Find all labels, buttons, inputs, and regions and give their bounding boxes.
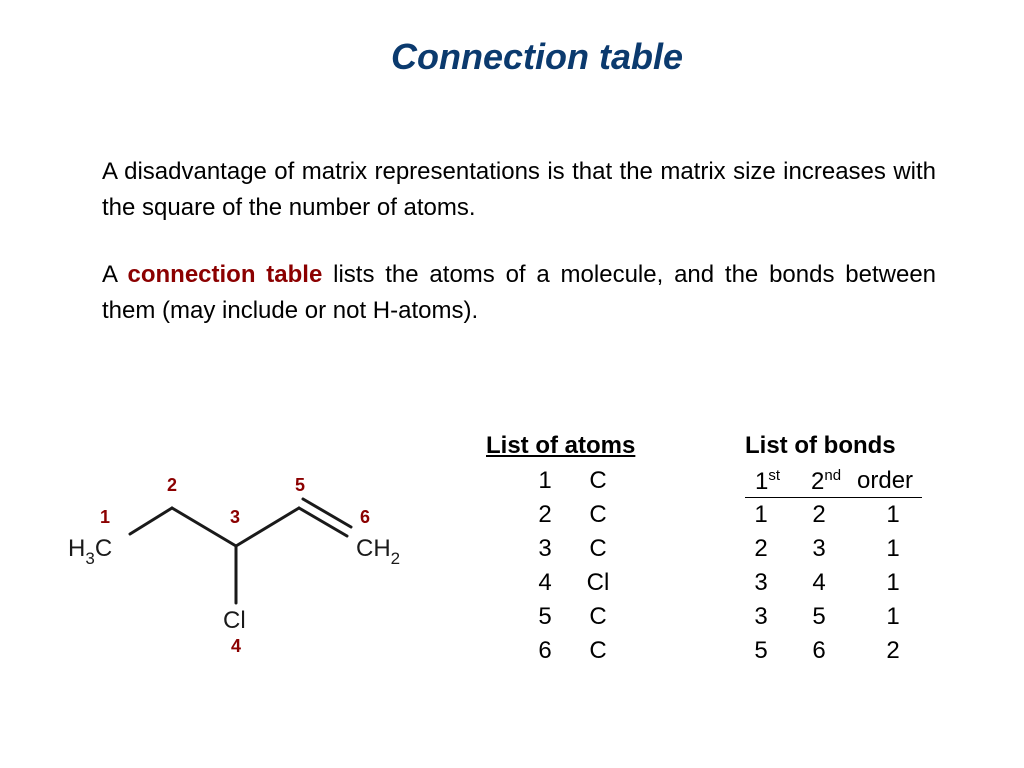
molecule-structure: [0, 0, 460, 680]
bond-order: 2: [886, 637, 900, 664]
bond-row: [745, 501, 922, 535]
bond-second-atom: 6: [812, 637, 826, 664]
bond-order: 1: [886, 501, 900, 528]
atom-element: C: [589, 467, 607, 494]
bond-row: [745, 603, 922, 637]
bond-3-5: [236, 508, 299, 546]
bond-order: 1: [886, 603, 900, 630]
slide-title: Connection table: [390, 36, 683, 77]
bond-first-atom: 2: [754, 535, 768, 562]
bond-row: [745, 535, 922, 569]
connection-table-term: connection table: [127, 261, 323, 288]
bonds-list-header: List of bonds: [745, 432, 896, 459]
atom-number-2: 2: [167, 475, 178, 495]
atom-element: Cl: [586, 569, 610, 596]
bond-second-atom: 4: [812, 569, 826, 596]
atom-index: 3: [538, 535, 552, 562]
first-atom-column-header: 1st: [755, 467, 781, 495]
atoms-list-header: List of atoms: [486, 432, 636, 459]
atom-index: 5: [538, 603, 552, 630]
atom-index: 2: [538, 501, 552, 528]
h3c-label: H3C: [68, 535, 113, 568]
ch2-label: CH2: [356, 535, 401, 568]
paragraph-matrix-disadvantage: A disadvantage of matrix representations is that the matrix size increases with the square of the number of atoms.: [102, 158, 936, 221]
paragraph-suffix: lists the atoms of a molecule, and the bonds between them (may include or not H-atoms).: [102, 261, 937, 324]
atom-number-6: 6: [360, 507, 371, 527]
bond-order: 1: [886, 569, 900, 596]
atom-index: 4: [538, 569, 552, 596]
bond-first-atom: 3: [754, 569, 768, 596]
bond-first-atom: 1: [754, 501, 768, 528]
atom-number-5: 5: [295, 475, 306, 495]
bonds-list: [745, 501, 922, 671]
order-column-header: order: [857, 467, 914, 494]
second-atom-column-header: 2nd: [811, 467, 842, 495]
atom-element: C: [589, 501, 607, 528]
bond-2-3: [172, 508, 236, 546]
bond-second-atom: 5: [812, 603, 826, 630]
atom-number-3: 3: [230, 507, 241, 527]
bond-order: 1: [886, 535, 900, 562]
cl-label: Cl: [223, 607, 246, 634]
atom-number-1: 1: [100, 507, 111, 527]
bond-first-atom: 3: [754, 603, 768, 630]
header-underline: [745, 497, 922, 498]
bond-row: [745, 637, 922, 671]
atom-element: C: [589, 603, 607, 630]
atom-element: C: [589, 535, 607, 562]
bond-row: [745, 569, 922, 603]
paragraph-prefix: A: [102, 261, 128, 288]
bond-second-atom: 2: [812, 501, 826, 528]
atom-number-4: 4: [231, 636, 242, 656]
bond-second-atom: 3: [812, 535, 826, 562]
atom-index: 1: [538, 467, 552, 494]
bond-1-2: [130, 508, 172, 534]
atom-element: C: [589, 637, 607, 664]
bond-first-atom: 5: [754, 637, 768, 664]
atom-index: 6: [538, 637, 552, 664]
